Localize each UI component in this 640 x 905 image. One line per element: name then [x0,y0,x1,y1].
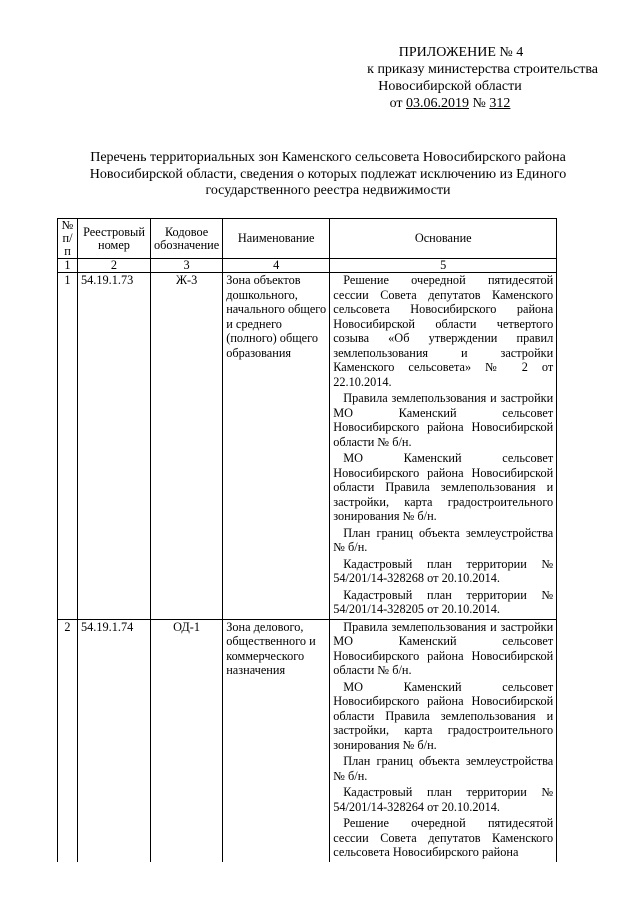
zones-table [57,218,557,862]
row-number: 2 [58,619,78,862]
column-numbers-row [58,259,557,273]
table-row [58,273,557,620]
column-number: 4 [223,259,330,273]
column-number: 3 [151,259,223,273]
number-prefix: № [469,96,490,111]
table-row [58,619,557,862]
basis-cell [330,619,557,862]
basis-item: Решение очередной пятидесятой сессии Совета депутатов Каменского сельсовета Новосибирского района Новосибирской области четвертого созыва «Об утверждении правил землепользования и застройки Каменского сельсовета» № 2 от 22.10.2014. [333,273,554,389]
basis-item: Кадастровый план территории № 54/201/14-328264 от 20.10.2014. [333,785,554,814]
basis-item: План границ объекта землеустройства № б/н. [333,525,554,554]
appendix-date-line [300,95,600,112]
basis-item: Правила землепользования и застройки МО Каменский сельсовет Новосибирского района Новосибирской области № б/н. [333,619,554,677]
title-line-1: Перечень территориальных зон Каменского сельсовета Новосибирского района [90,150,566,165]
title-line-3: государственного реестра недвижимости [205,183,451,198]
basis-item: Решение очередной пятидесятой сессии Совета депутатов Каменского сельсовета Новосибирского района [333,816,554,859]
basis-item: Кадастровый план территории № 54/201/14-328205 от 20.10.2014. [333,587,554,616]
table-header-row [58,219,557,259]
basis-item: МО Каменский сельсовет Новосибирского района Новосибирской области Правила землепользования и застройки, карта градостроительного зонирования № б/н. [333,451,554,523]
appendix-order-line: к приказу министерства строительства [367,62,598,77]
order-date: 03.06.2019 [406,96,470,111]
basis-item: План границ объекта землеустройства № б/н. [333,754,554,783]
column-number: 5 [330,259,557,273]
header-code: Кодовое обозначение [151,219,223,259]
zone-code: ОД-1 [151,619,223,862]
document-title [58,150,598,200]
column-number: 2 [78,259,151,273]
order-number: 312 [489,96,511,111]
column-number: 1 [58,259,78,273]
registry-number: 54.19.1.74 [78,619,151,862]
zone-name: Зона объектов дошкольного, начального общего и среднего (полного) общего образования [223,273,330,620]
basis-item: МО Каменский сельсовет Новосибирского района Новосибирской области Правила землепользования и застройки, карта градостроительного зонирования № б/н. [333,679,554,752]
zone-code: Ж-3 [151,273,223,620]
title-line-2: Новосибирской области, сведения о которых подлежат исключению из Единого [89,166,567,182]
appendix-header [300,44,600,112]
row-number: 1 [58,273,78,620]
header-name: Наименование [223,219,330,259]
appendix-title: ПРИЛОЖЕНИЕ № 4 [398,45,524,60]
zone-name: Зона делового, общественного и коммерческого назначения [223,619,330,862]
header-number: № п/п [58,219,78,259]
basis-cell [330,273,557,620]
appendix-region-line: Новосибирской области [378,79,522,94]
registry-number: 54.19.1.73 [78,273,151,620]
header-basis: Основание [330,219,557,259]
header-registry: Реестровый номер [78,219,151,259]
basis-item: Правила землепользования и застройки МО Каменский сельсовет Новосибирского района Новосибирской области № б/н. [333,391,554,449]
basis-item: Кадастровый план территории № 54/201/14-328268 от 20.10.2014. [333,556,554,585]
date-prefix: от [389,96,407,111]
